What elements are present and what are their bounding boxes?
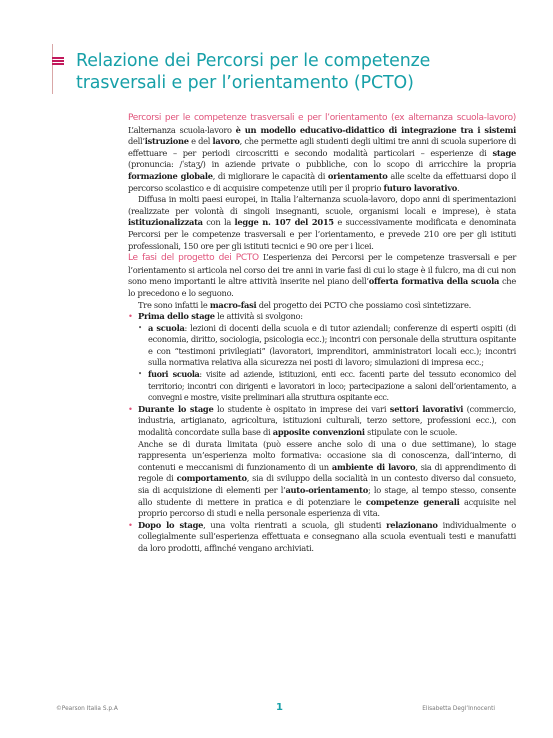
footer-author: Elisabetta Degl’Innocenti — [422, 706, 495, 712]
menu-lines-icon — [52, 57, 64, 67]
page-title: Relazione dei Percorsi per le competenze trasversali e per l’orientamento (PCTO) — [76, 51, 431, 93]
list-item: • a scuola: lezioni di docenti della scuola e di tutor aziendali; conferenze di esperti ospiti (di economia, diritto, sociologia, psicologia ecc.); incontri con personale della struttura ospitante e con “testimoni privilegiati” (lavoratori, imprenditori, amministratori locali ecc.); incontri sulla normativa relativa alla sicurezza nei posti di lavoro; simulazioni di impresa ecc.; — [128, 323, 516, 369]
section-heading: Le fasi del progetto dei PCTO — [128, 253, 259, 264]
list-item: • Durante lo stage lo studente è ospitato in imprese dei vari settori lavorativi (commercio, industria, artigianato, agricoltura, istituzioni culturali, terzo settore, professioni ecc.), con modalità concordate sulla base di apposite convenzioni stipulate con le scuole. Anche se di durata limitata (può essere anche solo di una o due settimane), lo stage rappresenta un’esperienza molto formativa: occasione sia di conoscenza, dall’interno, di contenuti e meccanismi di funzionamento di un ambiente di lavoro, sia di apprendimento di regole di comportamento, sia di sviluppo della socialità in un contesto diverso dal consueto, sia di acquisizione di elementi per l’auto-orientamento; lo stage, al tempo stesso, consente allo studente di mettere in pratica e di potenziare le competenze generali acquisite nel proprio percorso di studi e nella personale esperienza di vita. — [128, 404, 516, 520]
section-1-para-2: Diffusa in molti paesi europei, in Italia l’alternanza scuola-lavoro, dopo anni di sperimentazioni (realizzate per volontà di singoli insegnanti, scuole, organismi locali e imprese), è stata istituzionalizzata con la legge n. 107 del 2015 e successivamente modificata e denominata Percorsi per le competenze trasversali e per l’orientamento, e prevede 210 ore per gli istituti professionali, 150 ore per gli istituti tecnici e 90 ore per i licei. — [128, 194, 516, 251]
section-2-para-1: Le fasi del progetto dei PCTO L’esperienza dei Percorsi per le competenze trasversali e per l’orientamento si articola nel corso dei tre anni in varie fasi di cui lo stage è il fulcro, ma di cui non sono meno importanti le altre attività inserite nel piano dell’offerta formativa della scuola che lo precedono e lo seguono. — [128, 252, 517, 298]
section-heading: Percorsi per le competenze trasversali e per l’orientamento (ex alternanza scuola-lavoro) — [128, 113, 516, 123]
footer-copyright: ©Pearson Italia S.p.A — [56, 706, 118, 712]
list-item: • Dopo lo stage, una volta rientrati a scuola, gli studenti relazionano individualmente o collegialmente sull’esperienza effettuata e consegnano alla scuola eventuali testi e manufatti da loro prodotti, affinché vengano archiviati. — [128, 520, 516, 555]
page-number: 1 — [276, 702, 283, 713]
main-content — [128, 112, 516, 555]
section-1-para-1: Percorsi per le competenze trasversali e per l’orientamento (ex alternanza scuola-lavoro) L’alternanza scuola-lavoro è un modello educativo-didattico di integrazione tra i sistemi dell’istruzione e del lavoro, che permette agli studenti degli ultimi tre anni di scuola superiore di effettuare – per periodi circoscritti e secondo modalità particolari – esperienze di stage (pronuncia: /ˈstaʒ/) in aziende private o pubbliche, con lo scopo di arricchire la propria formazione globale, di migliorare le capacità di orientamento alle scelte da effettuarsi dopo il percorso scolastico e di acquisire competenze utili per il proprio futuro lavorativo. — [128, 113, 517, 193]
list-item: • fuori scuola: visite ad aziende, istituzioni, enti ecc. facenti parte del tessuto economico del territorio; incontri con dirigenti e lavoratori in loco; partecipazione a saloni dell’orientamento, a convegni e mostre, visite preliminari alla struttura ospitante ecc. — [128, 369, 516, 404]
phase-list — [128, 311, 516, 554]
stage-description: Anche se di durata limitata (può essere anche solo di una o due settimane), lo stage rappresenta un’esperienza molto formativa: occasione sia di conoscenza, dall’interno, di contenuti e meccanismi di funzionamento di un ambiente di lavoro, sia di apprendimento di regole di comportamento, sia di sviluppo della socialità in un contesto diverso dal consueto, sia di acquisizione di elementi per l’auto-orientamento; lo stage, al tempo stesso, consente allo studente di mettere in pratica e di potenziare le competenze generali acquisite nel proprio percorso di studi e nella personale esperienza di vita. — [138, 438, 516, 519]
title-rule — [52, 44, 53, 94]
sub-list — [128, 323, 516, 404]
list-item: • Prima dello stage le attività si svolgono: • a scuola: lezioni di docenti della scuola e di tutor aziendali; conferenze di esperti ospiti (di economia, diritto, sociologia, psicologia ecc.); incontri con personale della struttura ospitante e con “testimoni privilegiati” (lavoratori, imprenditori, amministratori locali ecc.); incontri sulla normativa relativa alla sicurezza nei posti di lavoro; simulazioni di impresa ecc.; • fuori scuola: visite ad aziende, istituzioni, enti ecc. facenti parte del tessuto economico del territorio; incontri con dirigenti e lavoratori in loco; partecipazione a saloni dell’orientamento, a convegni e mostre, visite preliminari alla struttura ospitante ecc. — [128, 311, 516, 404]
section-2-para-2: Tre sono infatti le macro-fasi del progetto dei PCTO che possiamo così sintetizzare. — [138, 299, 471, 310]
